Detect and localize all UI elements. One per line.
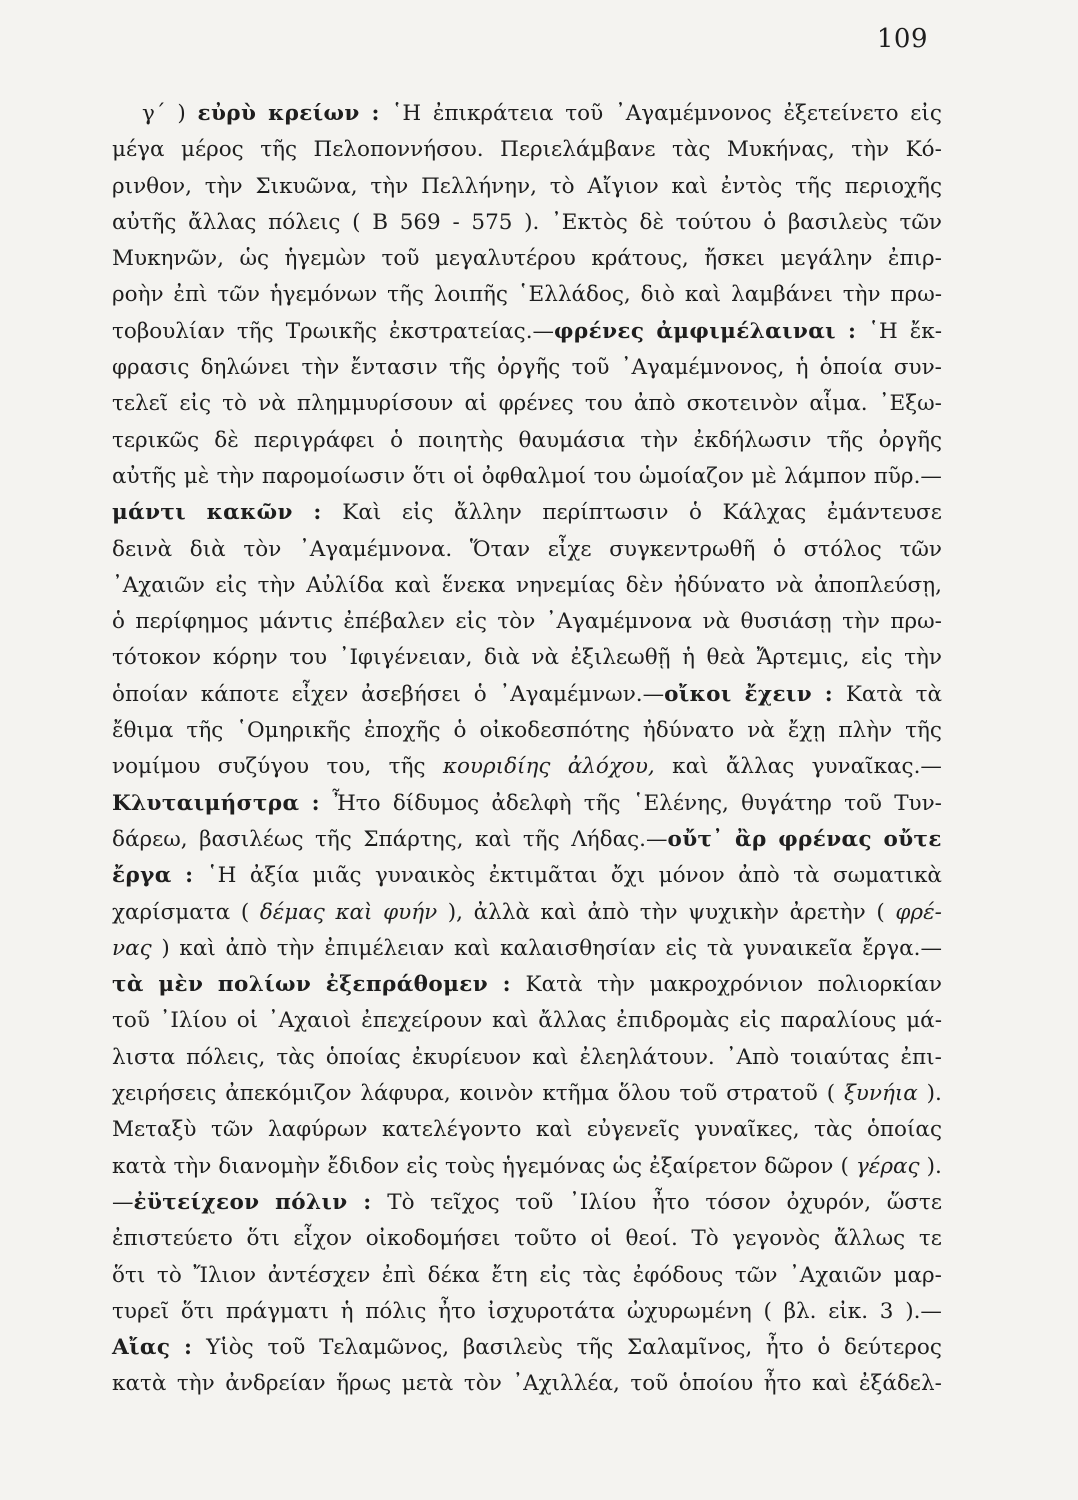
text-line: ὁ περίφημος μάντις ἐπέβαλεν εἰς τὸν ᾿Αγαμέμνονα νὰ θυσιάσῃ τὴν πρω- xyxy=(112,609,942,635)
text-line: μέγα μέρος τῆς Πελοποννήσου. Περιελάμβανε τὰς Μυκήνας, τὴν Κό- xyxy=(112,137,942,163)
text-line: ἔργα : ῾Η ἀξία μιᾶς γυναικὸς ἐκτιμᾶται ὄχι μόνον ἀπὸ τὰ σωματικὰ xyxy=(112,863,942,889)
text-line: φρασις δηλώνει τὴν ἔντασιν τῆς ὀργῆς τοῦ ᾿Αγαμέμνονος, ἡ ὁποία συν- xyxy=(112,355,942,381)
text-line: αὐτῆς ἄλλας πόλεις ( Β 569 - 575 ). ᾿Εκτὸς δὲ τούτου ὁ βασιλεὺς τῶν xyxy=(112,209,942,235)
text-line: τοβουλίαν τῆς Τρωικῆς ἐκστρατείας.—φρένες ἀμφιμέλαιναι : ῾Η ἔκ- xyxy=(112,318,942,344)
text-line: Μεταξὺ τῶν λαφύρων κατελέγοντο καὶ εὐγενεῖς γυναῖκες, τὰς ὁποίας xyxy=(112,1117,942,1143)
text-line: τυρεῖ ὅτι πράγματι ἡ πόλις ἦτο ἰσχυροτάτα ὠχυρωμένη ( βλ. εἰκ. 3 ).— xyxy=(112,1298,942,1324)
text-line: τὰ μὲν πολίων ἐξεπράθομεν : Κατὰ τὴν μακροχρόνιον πολιορκίαν xyxy=(112,972,942,998)
commentary-text xyxy=(112,96,942,1403)
text-line: Αἴας : Υἱὸς τοῦ Τελαμῶνος, βασιλεὺς τῆς Σαλαμῖνος, ἦτο ὁ δεύτερος xyxy=(112,1335,942,1361)
text-line: τοῦ ᾿Ιλίου οἱ ᾿Αχαιοὶ ἐπεχείρουν καὶ ἄλλας ἐπιδρομὰς εἰς παραλίους μά- xyxy=(112,1008,942,1034)
text-line: δεινὰ διὰ τὸν ᾿Αγαμέμνονα. Ὅταν εἶχε συγκεντρωθῆ ὁ στόλος τῶν xyxy=(112,536,942,562)
text-line: δάρεω, βασιλέως τῆς Σπάρτης, καὶ τῆς Λήδας.—οὔτ᾿ ἂρ φρένας οὔτε xyxy=(112,826,942,852)
text-line: αὐτῆς μὲ τὴν παρομοίωσιν ὅτι οἱ ὀφθαλμοί του ὡμοίαζον μὲ λάμπον πῦρ.— xyxy=(112,463,942,489)
text-line: τότοκον κόρην του ᾿Ιφιγένειαν, διὰ νὰ ἐξιλεωθῇ ἡ θεὰ Ἄρτεμις, εἰς τὴν xyxy=(112,645,942,671)
text-line: ᾿Αχαιῶν εἰς τὴν Αὐλίδα καὶ ἕνεκα νηνεμίας δὲν ἠδύνατο νὰ ἀποπλεύσῃ, xyxy=(112,572,942,598)
text-line: Κλυταιμήστρα : Ἦτο δίδυμος ἀδελφὴ τῆς ῾Ελένης, θυγάτηρ τοῦ Τυν- xyxy=(112,790,942,816)
text-line: τελεῖ εἰς τὸ νὰ πλημμυρίσουν αἱ φρένες του ἀπὸ σκοτεινὸν αἷμα. ᾿Εξω- xyxy=(112,391,942,417)
text-line: ροὴν ἐπὶ τῶν ἡγεμόνων τῆς λοιπῆς ῾Ελλάδος, διὸ καὶ λαμβάνει τὴν πρω- xyxy=(112,282,942,308)
page-number: 109 xyxy=(876,24,928,54)
text-line: νας ) καὶ ἀπὸ τὴν ἐπιμέλειαν καὶ καλαισθησίαν εἰς τὰ γυναικεῖα ἔργα.— xyxy=(112,935,942,961)
text-line: κατὰ τὴν διανομὴν ἔδιδον εἰς τοὺς ἡγεμόνας ὡς ἐξαίρετον δῶρον ( γέρας ). xyxy=(112,1153,942,1179)
text-line: χαρίσματα ( δέμας καὶ φυήν ), ἀλλὰ καὶ ἀπὸ τὴν ψυχικὴν ἀρετὴν ( φρέ- xyxy=(112,899,942,925)
text-line: ἔθιμα τῆς ῾Ομηρικῆς ἐποχῆς ὁ οἰκοδεσπότης ἠδύνατο νὰ ἔχῃ πλὴν τῆς xyxy=(112,718,942,744)
text-line: —ἐϋτείχεον πόλιν : Τὸ τεῖχος τοῦ ᾿Ιλίου ἦτο τόσον ὀχυρόν, ὥστε xyxy=(112,1189,942,1215)
text-line: μάντι κακῶν : Καὶ εἰς ἄλλην περίπτωσιν ὁ Κάλχας ἐμάντευσε xyxy=(112,500,942,526)
text-line: γ΄ ) εὐρὺ κρείων : ῾Η ἐπικράτεια τοῦ ᾿Αγαμέμνονος ἐξετείνετο εἰς xyxy=(142,101,942,126)
text-line: Μυκηνῶν, ὡς ἡγεμὼν τοῦ μεγαλυτέρου κράτους, ἤσκει μεγάλην ἐπιρ- xyxy=(112,246,942,272)
text-line: ὅτι τὸ Ἴλιον ἀντέσχεν ἐπὶ δέκα ἔτη εἰς τὰς ἐφόδους τῶν ᾿Αχαιῶν μαρ- xyxy=(112,1262,942,1288)
text-line: κατὰ τὴν ἀνδρείαν ἥρως μετὰ τὸν ᾿Αχιλλέα, τοῦ ὁποίου ἦτο καὶ ἐξάδελ- xyxy=(112,1371,942,1397)
text-line: νομίμου συζύγου του, τῆς κουριδίης ἀλόχου, καὶ ἄλλας γυναῖκας.— xyxy=(112,754,942,780)
text-line: ὁποίαν κάποτε εἶχεν ἀσεβήσει ὁ ᾿Αγαμέμνων.—οἴκοι ἔχειν : Κατὰ τὰ xyxy=(112,681,942,707)
text-line: ρινθον, τὴν Σικυῶνα, τὴν Πελλήνην, τὸ Αἴγιον καὶ ἐντὸς τῆς περιοχῆς xyxy=(112,173,942,199)
text-line: τερικῶς δὲ περιγράφει ὁ ποιητὴς θαυμάσια τὴν ἐκδήλωσιν τῆς ὀργῆς xyxy=(112,427,942,453)
text-line: ἐπιστεύετο ὅτι εἶχον οἰκοδομήσει τοῦτο οἱ θεοί. Τὸ γεγονὸς ἄλλως τε xyxy=(112,1226,942,1252)
text-line: χειρήσεις ἀπεκόμιζον λάφυρα, κοινὸν κτῆμα ὅλου τοῦ στρατοῦ ( ξυνήια ). xyxy=(112,1081,942,1107)
text-line: λιστα πόλεις, τὰς ὁποίας ἐκυρίευον καὶ ἐλεηλάτουν. ᾿Απὸ τοιαύτας ἐπι- xyxy=(112,1044,942,1070)
